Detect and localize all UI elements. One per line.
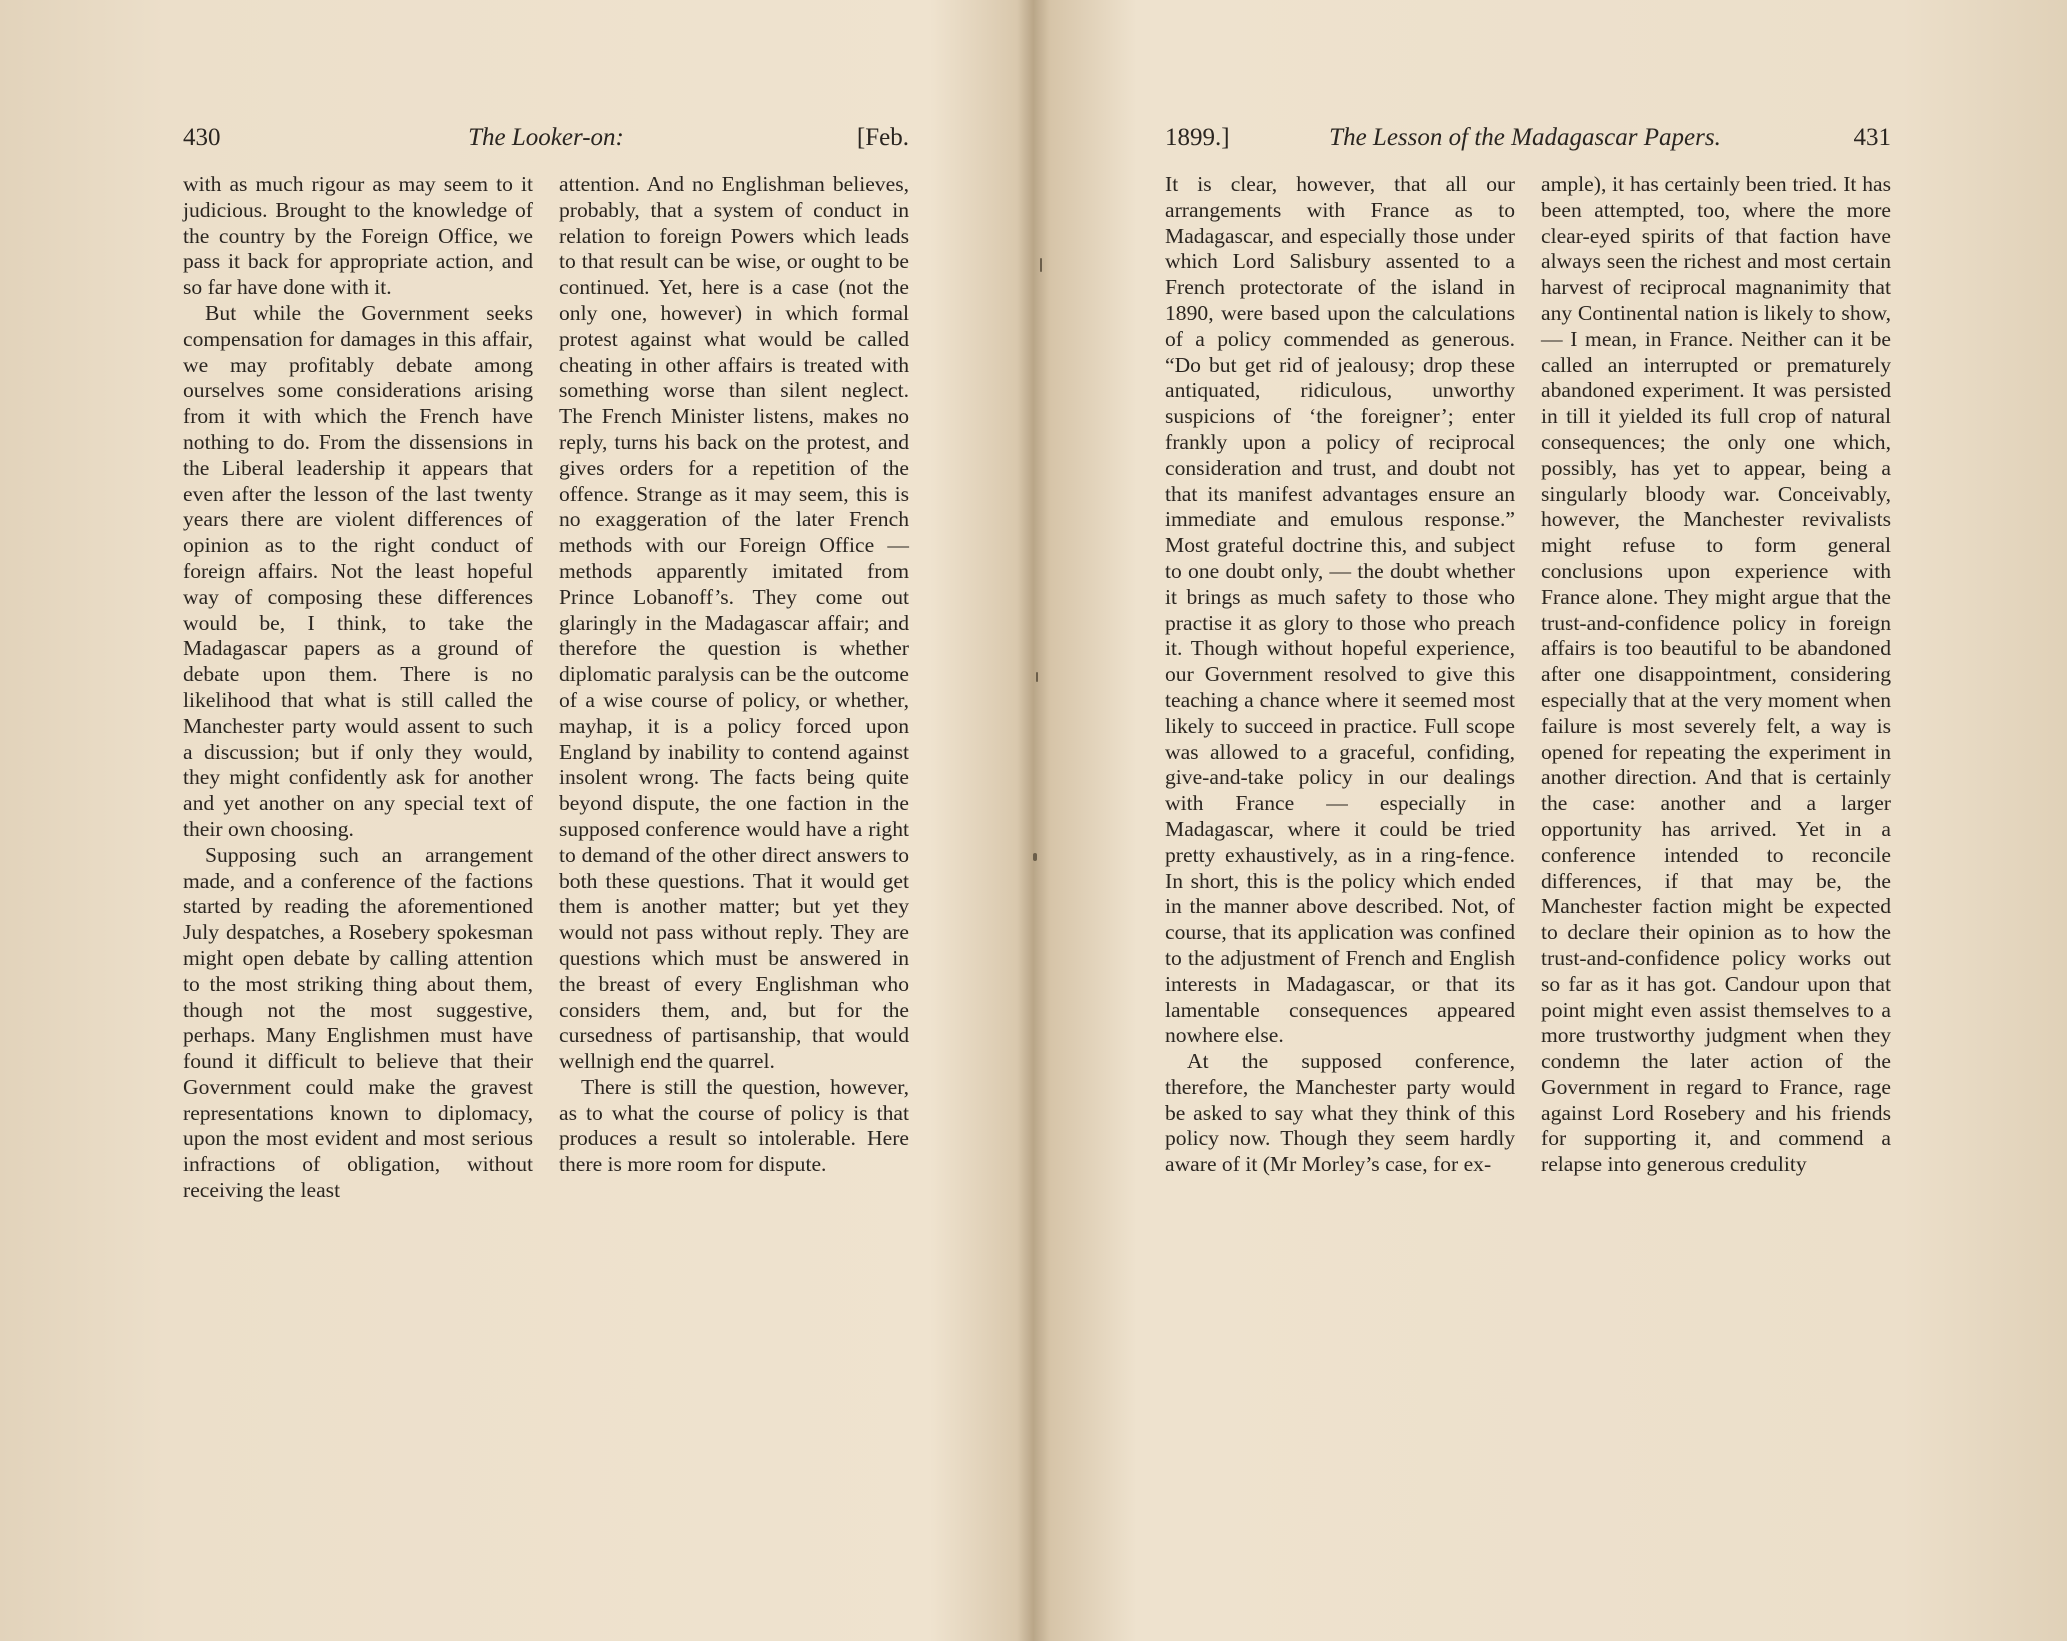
paragraph: At the supposed conference, therefore, the Manchester party would be asked to say what they think of this policy now. Though they seem hardly aware of it (Mr Morley’s case, for ex- <box>1165 1049 1515 1177</box>
page-number: 430 <box>183 124 221 151</box>
paper-speck <box>1036 672 1038 682</box>
right-page-columns <box>1165 172 1891 1178</box>
column-2 <box>559 172 909 1204</box>
right-page <box>1165 118 1891 1177</box>
running-title: The Lesson of the Madagascar Papers. <box>1329 124 1721 151</box>
date-mark: [Feb. <box>856 124 909 151</box>
right-page-header <box>1165 118 1891 158</box>
date-mark: 1899.] <box>1165 124 1230 151</box>
paragraph: But while the Government seeks compensation for damages in this affair, we may profitably debate among ourselves some considerations arising from it with which the French have nothing to do. From the dissensions in the Liberal leadership it appears that even after the lesson of the last twenty years there are violent differences of opinion as to the right conduct of foreign affairs. Not the least hopeful way of composing these differences would be, I think, to take the Madagascar papers as a ground of debate upon them. There is no likelihood that what is still called the Manchester party would assent to such a discussion; but if only they would, they might confidently ask for another and yet another on any special text of their own choosing. <box>183 300 533 841</box>
paragraph: ample), it has certainly been tried. It has been attempted, too, where the more clear-eyed spirits of that faction have always seen the richest and most certain harvest of reciprocal magnanimity that any Continental nation is likely to show, — I mean, in France. Neither can it be called an interrupted or prematurely abandoned experiment. It was persisted in till it yielded its full crop of natural consequences; the only one which, possibly, has yet to appear, being a singularly bloody war. Conceivably, however, the Manchester revivalists might refuse to form general conclusions upon experience with France alone. They might argue that the trust-and-confidence policy in foreign affairs is too beautiful to be abandoned after one disappointment, considering especially that at the very moment when failure is most severely felt, a way is opened for repeating the experiment in another direction. And that is certainly the case: another and a larger opportunity has arrived. Yet in a conference intended to reconcile differences, if that may be, the Manchester faction might be expected to declare their opinion as to how the trust-and-confidence policy works out so far as it has got. Candour upon that point might even assist themselves to a more trustworthy judgment when they condemn the later action of the Government in regard to France, rage against Lord Rosebery and his friends for supporting it, and commend a relapse into generous credulity <box>1541 172 1891 1177</box>
column-1 <box>183 172 533 1204</box>
left-page <box>183 118 909 1203</box>
paragraph: It is clear, however, that all our arrangements with France as to Madagascar, and especially those under which Lord Salisbury assented to a French protectorate of the island in 1890, were based upon the calculations of a policy commended as generous. “Do but get rid of jealousy; drop these antiquated, ridiculous, unworthy suspicions of ‘the foreigner’; enter frankly upon a policy of reciprocal consideration and trust, and doubt not that its manifest advantages ensure an immediate and emulous response.” Most grateful doctrine this, and subject to one doubt only, — the doubt whether it brings as much safety to those who practise it as glory to those who preach it. Though without hopeful experience, our Government resolved to give this teaching a chance where it seemed most likely to succeed in practice. Full scope was allowed to a graceful, confiding, give-and-take policy in our dealings with France — especially in Madagascar, where it could be tried pretty exhaustively, as in a ring-fence. In short, this is the policy which ended in the manner above described. Not, of course, that its application was confined to the adjustment of French and English interests in Madagascar, or that its lamentable consequences appeared nowhere else. <box>1165 172 1515 1048</box>
column-1 <box>1165 172 1515 1178</box>
paragraph: attention. And no Englishman believes, probably, that a system of conduct in relation to foreign Powers which leads to that result can be wise, or ought to be continued. Yet, here is a case (not the only one, however) in which formal protest against what would be called cheating in other affairs is treated with something worse than silent neglect. The French Minister listens, makes no reply, turns his back on the protest, and gives orders for a repetition of the offence. Strange as it may seem, this is no exaggeration of the later French methods with our Foreign Office — methods apparently imitated from Prince Lobanoff’s. They come out glaringly in the Madagascar affair; and therefore the question is whether diplomatic paralysis can be the outcome of a wise course of policy, or whether, mayhap, it is a policy forced upon England by inability to contend against insolent wrong. The facts being quite beyond dispute, the one faction in the supposed conference would have a right to demand of the other direct answers to both these questions. That it would get them is another matter; but yet they would not pass without reply. They are questions which must be answered in the breast of every Englishman who considers them, and, but for the cursedness of partisanship, that would wellnigh end the quarrel. <box>559 172 909 1074</box>
paragraph: with as much rigour as may seem to it judicious. Brought to the knowledge of the country by the Foreign Office, we pass it back for appropriate action, and so far have done with it. <box>183 172 533 300</box>
page-number: 431 <box>1853 124 1891 151</box>
paragraph: Supposing such an arrangement made, and a conference of the factions started by reading the aforementioned July despatches, a Rosebery spokesman might open debate by calling attention to the most striking thing about them, though not the most suggestive, perhaps. Many Englishmen must have found it difficult to believe that their Government could make the gravest representations known to diplomacy, upon the most evident and most serious infractions of obligation, without receiving the least <box>183 842 533 1203</box>
paragraph: There is still the question, however, as to what the course of policy is that produces a result so intolerable. Here there is more room for dispute. <box>559 1074 909 1177</box>
column-2 <box>1541 172 1891 1178</box>
left-page-header <box>183 118 909 158</box>
paper-speck <box>1033 853 1037 861</box>
left-page-columns <box>183 172 909 1204</box>
paper-speck <box>1040 258 1042 272</box>
running-title: The Looker-on: <box>468 124 624 151</box>
